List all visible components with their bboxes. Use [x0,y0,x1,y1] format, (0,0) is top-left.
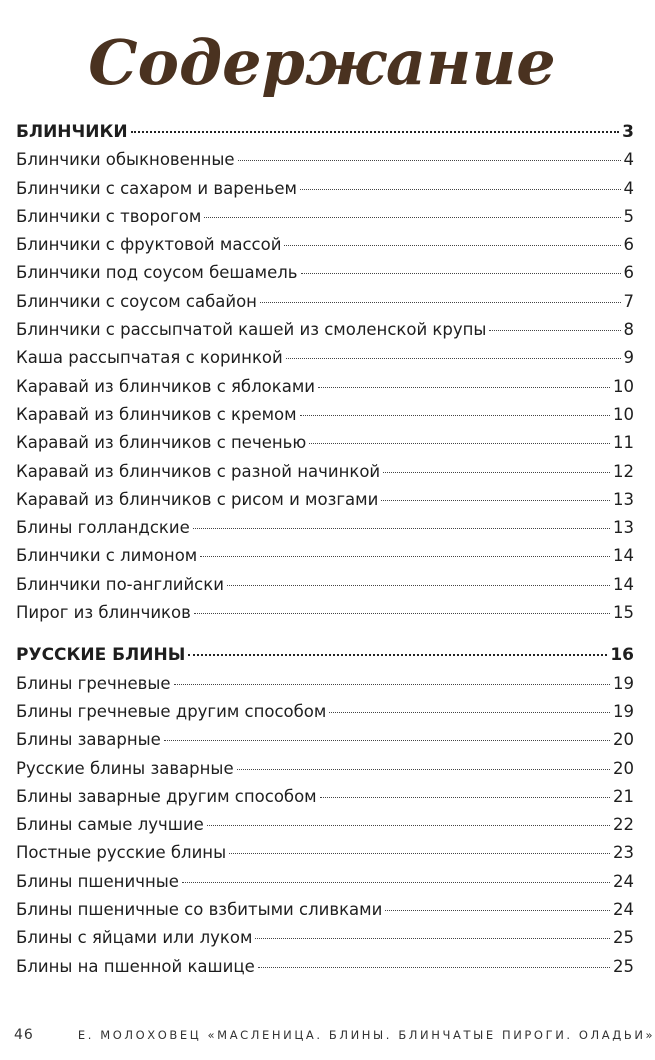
toc-page-number: 20 [613,758,634,778]
dot-leader [131,131,620,133]
page-footer [14,1027,655,1043]
dot-leader [258,967,610,968]
toc-entry-title: Блинчики с фруктовой массой [16,235,282,255]
toc-entry-title: Блины гречневые другим способом [16,701,327,721]
toc-entry[interactable] [16,787,634,815]
toc-entry-title: Блины заварные [16,730,161,750]
dot-leader [300,415,610,416]
toc-page-number: 3 [622,122,634,142]
dot-leader [286,358,621,359]
toc-entry-title: Блинчики с рассыпчатой кашей из смоленской крупы [16,320,487,340]
toc-page-number: 25 [613,928,634,948]
toc-entry[interactable] [16,377,634,405]
toc-section-heading[interactable] [16,122,634,150]
toc-entry[interactable] [16,843,634,871]
toc-entry-title: Каравай из блинчиков с рисом и мозгами [16,489,379,509]
toc-entry[interactable] [16,405,634,433]
toc-page-number: 24 [613,871,634,891]
toc-entry-title: Каравай из блинчиков с печенью [16,433,307,453]
toc-entry[interactable] [16,462,634,490]
toc-entry-title: Блины пшеничные со взбитыми сливками [16,900,383,920]
toc-entry[interactable] [16,900,634,928]
toc-entry-title: Русские блины заварные [16,758,234,778]
toc-entry-title: Постные русские блины [16,843,227,863]
toc-entry-title: Блинчики по-английски [16,574,224,594]
toc-entry-title: Блинчики с соусом сабайон [16,291,257,311]
table-of-contents [16,122,634,985]
dot-leader [300,189,621,190]
toc-page-number: 19 [613,673,634,693]
toc-page-number: 10 [613,404,634,424]
toc-entry-title: Блины на пшенной кашице [16,956,255,976]
title-lettering [88,6,556,116]
toc-entry[interactable] [16,348,634,376]
dot-leader [284,245,620,246]
toc-entry[interactable] [16,320,634,348]
dot-leader [320,797,610,798]
toc-page-number: 25 [613,956,634,976]
toc-entry[interactable] [16,518,634,546]
dot-leader [318,387,610,388]
dot-leader [255,938,610,939]
toc-entry[interactable] [16,957,634,985]
toc-page-number: 5 [623,206,634,226]
toc-page-number: 4 [623,150,634,170]
toc-entry-title: Блинчики обыкновенные [16,150,235,170]
dot-leader [385,910,610,911]
toc-page-number: 15 [613,603,634,623]
toc-page-number: 24 [613,900,634,920]
dot-leader [260,302,621,303]
toc-page-number: 21 [613,786,634,806]
dot-leader [301,273,621,274]
footer-page-number: 46 [14,1027,34,1043]
toc-entry-title: Блины самые лучшие [16,815,204,835]
toc-page-number: 10 [613,376,634,396]
toc-page-number: 6 [623,263,634,283]
toc-section-heading[interactable] [16,645,634,673]
toc-page-number: 7 [623,291,634,311]
dot-leader [238,160,621,161]
toc-page-number: 6 [623,235,634,255]
dot-leader [204,217,620,218]
toc-entry-title: Блины с яйцами или луком [16,928,253,948]
toc-entry[interactable] [16,433,634,461]
toc-page-number: 14 [613,546,634,566]
toc-page-number: 16 [610,645,634,666]
toc-entry[interactable] [16,235,634,263]
dot-leader [207,825,610,826]
toc-entry[interactable] [16,263,634,291]
dot-leader [164,740,610,741]
toc-entry-title: Каравай из блинчиков с кремом [16,404,297,424]
toc-entry-title: Пирог из блинчиков [16,603,191,623]
dot-leader [200,556,610,557]
toc-entry-title: БЛИНЧИКИ [16,122,128,142]
dot-leader [489,330,620,331]
toc-page-number: 20 [613,730,634,750]
toc-entry[interactable] [16,292,634,320]
toc-entry-title: Блины пшеничные [16,871,179,891]
page-title [0,6,644,116]
toc-entry[interactable] [16,603,634,631]
toc-entry-title: Блинчики под соусом бешамель [16,263,298,283]
toc-entry[interactable] [16,872,634,900]
toc-page-number: 4 [623,178,634,198]
toc-entry-title: Блинчики с лимоном [16,546,198,566]
toc-entry[interactable] [16,674,634,702]
toc-entry-title: Каравай из блинчиков с разной начинкой [16,461,381,481]
toc-entry-title: Блины гречневые [16,673,171,693]
toc-entry[interactable] [16,759,634,787]
toc-entry[interactable] [16,179,634,207]
toc-entry[interactable] [16,207,634,235]
dot-leader [182,882,610,883]
toc-page-number: 23 [613,843,634,863]
title-text: Содержание [88,26,556,99]
footer-running-title: Е. МОЛОХОВЕЦ «МАСЛЕНИЦА. БЛИНЫ. БЛИНЧАТЫЕ ПИРОГИ. ОЛАДЬИ» [77,1028,655,1042]
toc-page-number: 13 [613,489,634,509]
toc-entry[interactable] [16,815,634,843]
dot-leader [174,684,610,685]
dot-leader [229,853,610,854]
toc-entry[interactable] [16,730,634,758]
dot-leader [194,613,610,614]
dot-leader [383,472,610,473]
toc-entry[interactable] [16,928,634,956]
toc-entry-title: РУССКИЕ БЛИНЫ [16,645,186,666]
toc-page-number: 13 [613,518,634,538]
toc-entry[interactable] [16,546,634,574]
toc-page-number: 8 [623,320,634,340]
toc-entry-title: Каша рассыпчатая с коринкой [16,348,283,368]
section-gap [16,631,634,645]
toc-entry[interactable] [16,702,634,730]
toc-entry-title: Блинчики с сахаром и вареньем [16,178,297,198]
dot-leader [237,769,610,770]
toc-entry[interactable] [16,150,634,178]
toc-page-number: 14 [613,574,634,594]
toc-page-number: 11 [613,433,634,453]
toc-page-number: 9 [623,348,634,368]
toc-page-number: 22 [613,815,634,835]
toc-page-number: 19 [613,701,634,721]
toc-entry-title: Каравай из блинчиков с яблоками [16,376,315,396]
toc-page-number: 12 [613,461,634,481]
dot-leader [309,443,610,444]
dot-leader [329,712,610,713]
dot-leader [193,528,610,529]
toc-entry-title: Блинчики с творогом [16,206,202,226]
toc-entry[interactable] [16,575,634,603]
toc-entry[interactable] [16,490,634,518]
toc-entry-title: Блины заварные другим способом [16,786,317,806]
dot-leader [381,500,610,501]
dot-leader [227,585,610,586]
toc-entry-title: Блины голландские [16,518,190,538]
dot-leader [188,654,607,656]
